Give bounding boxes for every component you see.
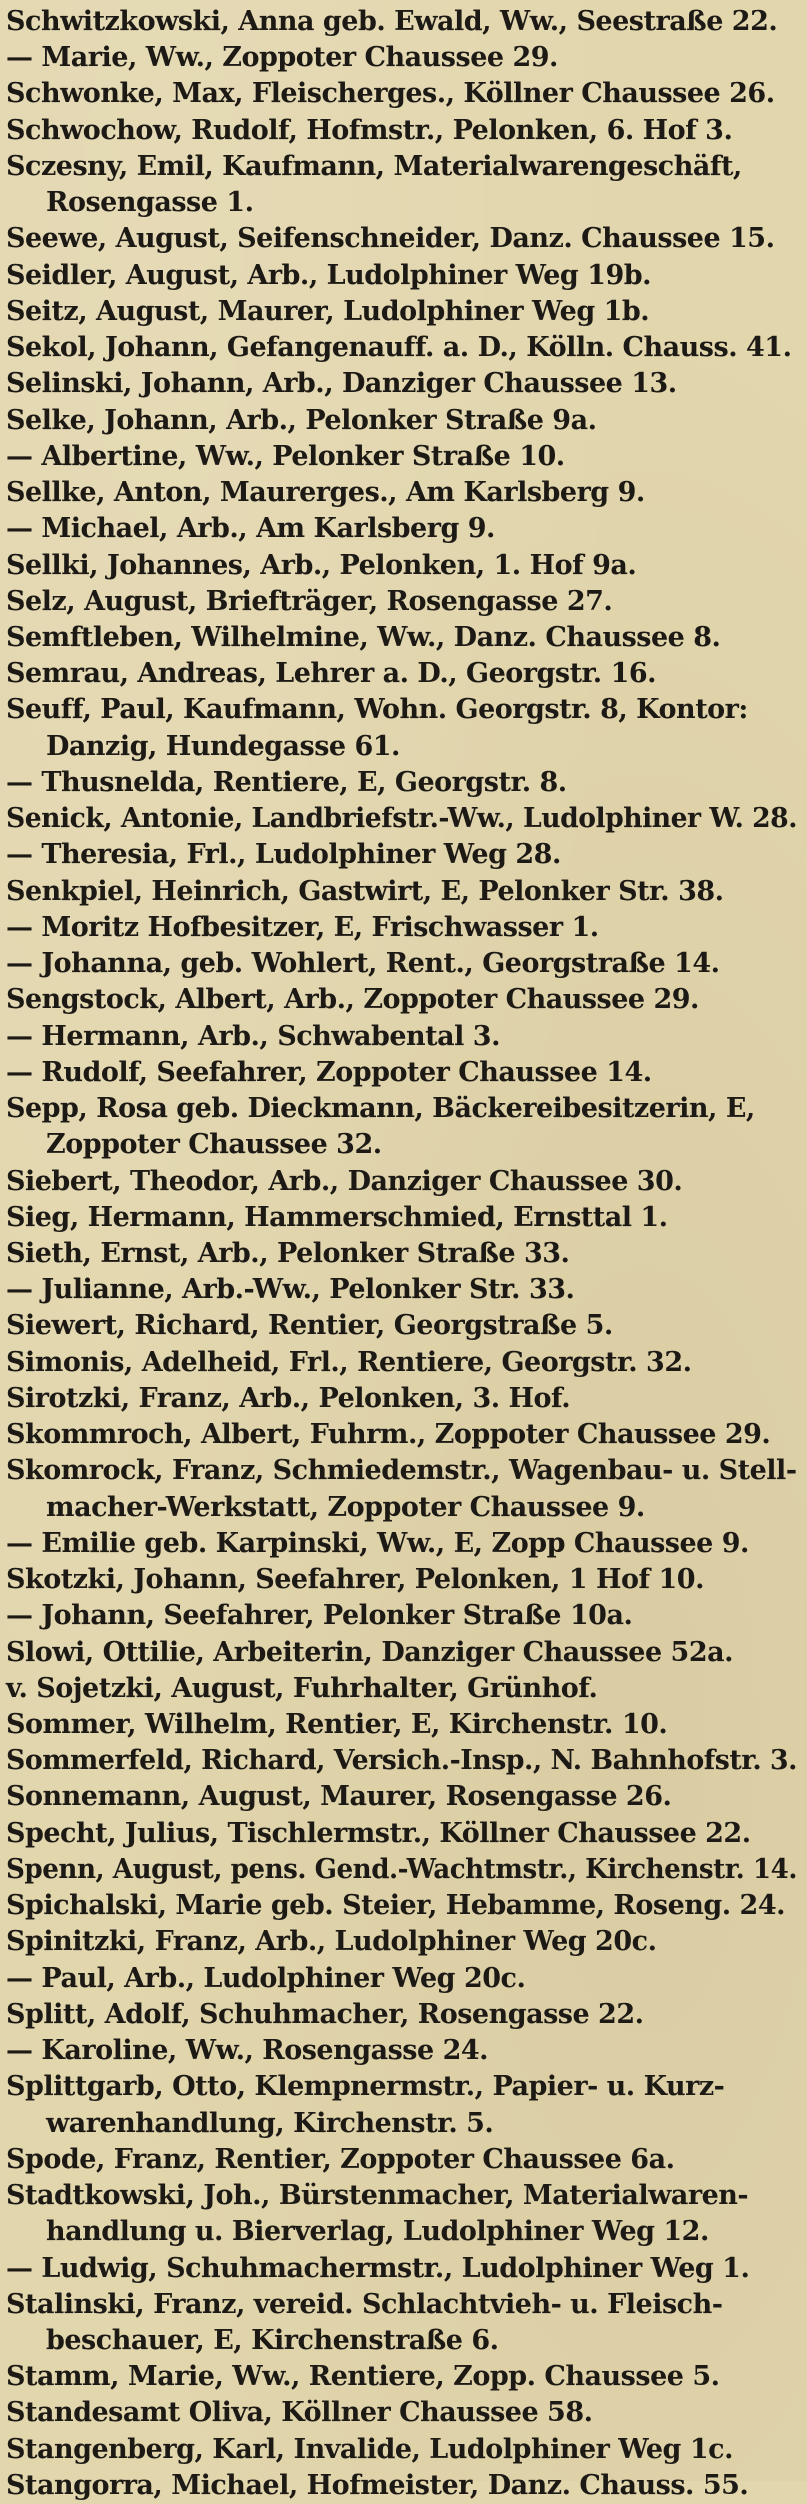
- directory-entry-line: [0, 1779, 807, 1815]
- directory-entry-line: [0, 76, 807, 112]
- entry-text: — Michael, Arb., Am Karlsberg 9.: [6, 513, 495, 545]
- directory-entry-line: [0, 2069, 807, 2105]
- directory-entry-line: [0, 2178, 807, 2214]
- entry-text: Sirotzki, Franz, Arb., Pelonken, 3. Hof.: [6, 1382, 571, 1414]
- directory-entry-line: [0, 294, 807, 330]
- entry-text: Senick, Antonie, Landbriefstr.-Ww., Ludolphiner W. 28.: [6, 803, 797, 835]
- entry-text: Sepp, Rosa geb. Dieckmann, Bäckereibesitzerin, E,: [6, 1093, 755, 1125]
- entry-text: Stangorra, Michael, Hofmeister, Danz. Chauss. 55.: [6, 2469, 749, 2501]
- entry-text: Spenn, August, pens. Gend.-Wachtmstr., Kirchenstr. 14.: [6, 1853, 797, 1885]
- entry-text: Spode, Franz, Rentier, Zoppoter Chaussee 6a.: [6, 2143, 675, 2175]
- entry-text: Splittgarb, Otto, Klempnermstr., Papier- u. Kurz-: [6, 2071, 725, 2103]
- entry-text: Danzig, Hundegasse 61.: [46, 730, 400, 762]
- entry-text: — Albertine, Ww., Pelonker Straße 10.: [6, 440, 565, 472]
- directory-entry-line: [0, 1816, 807, 1852]
- entry-text: Senkpiel, Heinrich, Gastwirt, E, Pelonker Str. 38.: [6, 875, 724, 907]
- directory-entry-line: [0, 1417, 807, 1453]
- entry-text: Stangenberg, Karl, Invalide, Ludolphiner Weg 1c.: [6, 2433, 733, 2465]
- entry-text: — Johann, Seefahrer, Pelonker Straße 10a.: [6, 1600, 633, 1632]
- entry-text: — Johanna, geb. Wohlert, Rent., Georgstraße 14.: [6, 948, 720, 980]
- directory-entry-line: [0, 1236, 807, 1272]
- directory-entry-line: [0, 692, 807, 728]
- directory-entry-line: [0, 1164, 807, 1200]
- entry-text: — Theresia, Frl., Ludolphiner Weg 28.: [6, 839, 561, 871]
- entry-text: Splitt, Adolf, Schuhmacher, Rosengasse 22.: [6, 1998, 644, 2030]
- entry-text: Specht, Julius, Tischlermstr., Köllner Chaussee 22.: [6, 1817, 751, 1849]
- directory-entry-line: [0, 548, 807, 584]
- entry-text: Skotzki, Johann, Seefahrer, Pelonken, 1 Hof 10.: [6, 1564, 704, 1596]
- entry-text: Sonnemann, August, Maurer, Rosengasse 26.: [6, 1781, 672, 1813]
- directory-entry-line: [0, 620, 807, 656]
- entry-text: — Karoline, Ww., Rosengasse 24.: [6, 2035, 489, 2067]
- entry-continuation-line: [0, 185, 807, 221]
- directory-entry-line: [0, 1091, 807, 1127]
- directory-entry-line: [0, 1055, 807, 1091]
- entry-text: Selke, Johann, Arb., Pelonker Straße 9a.: [6, 404, 597, 436]
- directory-entry-line: [0, 366, 807, 402]
- entry-text: Sommer, Wilhelm, Rentier, E, Kirchenstr. 10.: [6, 1709, 668, 1741]
- directory-entry-line: [0, 584, 807, 620]
- entry-text: Sellki, Johannes, Arb., Pelonken, 1. Hof 9a.: [6, 549, 637, 581]
- directory-entry-line: [0, 2395, 807, 2431]
- entry-text: — Thusnelda, Rentiere, E, Georgstr. 8.: [6, 766, 567, 798]
- entry-text: — Moritz Hofbesitzer, E, Frischwasser 1.: [6, 911, 599, 943]
- directory-entry-line: [0, 511, 807, 547]
- directory-entry-line: [0, 2142, 807, 2178]
- entry-text: Selz, August, Briefträger, Rosengasse 27.: [6, 585, 613, 617]
- entry-continuation-line: [0, 2323, 807, 2359]
- entry-continuation-line: [0, 1127, 807, 1163]
- directory-entry-line: [0, 1635, 807, 1671]
- directory-entry-line: [0, 1671, 807, 1707]
- entry-text: Semrau, Andreas, Lehrer a. D., Georgstr. 16.: [6, 658, 657, 690]
- directory-entry-line: [0, 475, 807, 511]
- entry-text: — Emilie geb. Karpinski, Ww., E, Zopp Chaussee 9.: [6, 1527, 749, 1559]
- directory-entry-line: [0, 221, 807, 257]
- entry-text: Selinski, Johann, Arb., Danziger Chaussee 13.: [6, 368, 677, 400]
- directory-entry-line: [0, 439, 807, 475]
- entry-text: Semftleben, Wilhelmine, Ww., Danz. Chaussee 8.: [6, 621, 721, 653]
- entry-text: Seitz, August, Maurer, Ludolphiner Weg 1b.: [6, 295, 650, 327]
- directory-entries: [0, 4, 807, 2504]
- directory-entry-line: [0, 2432, 807, 2468]
- directory-entry-line: [0, 1526, 807, 1562]
- directory-entry-line: [0, 1707, 807, 1743]
- directory-entry-line: [0, 4, 807, 40]
- directory-entry-line: [0, 1272, 807, 1308]
- directory-entry-line: [0, 1888, 807, 1924]
- directory-entry-line: [0, 656, 807, 692]
- entry-text: Seewe, August, Seifenschneider, Danz. Chaussee 15.: [6, 223, 775, 255]
- entry-text: Sieg, Hermann, Hammerschmied, Ernsttal 1.: [6, 1201, 668, 1233]
- directory-entry-line: [0, 40, 807, 76]
- entry-text: Stalinski, Franz, vereid. Schlachtvieh- u. Fleisch-: [6, 2288, 723, 2320]
- directory-entry-line: [0, 2468, 807, 2504]
- entry-text: — Hermann, Arb., Schwabental 3.: [6, 1020, 500, 1052]
- entry-text: handlung u. Bierverlag, Ludolphiner Weg 12.: [46, 2216, 709, 2248]
- entry-continuation-line: [0, 2214, 807, 2250]
- entry-text: v. Sojetzki, August, Fuhrhalter, Grünhof.: [6, 1672, 598, 1704]
- entry-text: Schwochow, Rudolf, Hofmstr., Pelonken, 6. Hof 3.: [6, 114, 733, 146]
- entry-text: Stamm, Marie, Ww., Rentiere, Zopp. Chaussee 5.: [6, 2361, 720, 2393]
- entry-text: Seuff, Paul, Kaufmann, Wohn. Georgstr. 8, Kontor:: [6, 694, 748, 726]
- entry-text: Sellke, Anton, Maurerges., Am Karlsberg 9.: [6, 477, 645, 509]
- entry-text: — Julianne, Arb.-Ww., Pelonker Str. 33.: [6, 1274, 575, 1306]
- directory-entry-line: [0, 837, 807, 873]
- entry-text: Standesamt Oliva, Köllner Chaussee 58.: [6, 2397, 593, 2429]
- entry-text: Schwitzkowski, Anna geb. Ewald, Ww., Seestraße 22.: [6, 6, 778, 37]
- entry-text: — Marie, Ww., Zoppoter Chaussee 29.: [6, 42, 558, 74]
- entry-text: Stadtkowski, Joh., Bürstenmacher, Materialwaren-: [6, 2180, 749, 2212]
- directory-entry-line: [0, 1019, 807, 1055]
- directory-entry-line: [0, 1453, 807, 1489]
- directory-entry-line: [0, 1852, 807, 1888]
- directory-entry-line: [0, 874, 807, 910]
- directory-entry-line: [0, 1598, 807, 1634]
- entry-text: — Ludwig, Schuhmachermstr., Ludolphiner Weg 1.: [6, 2252, 750, 2284]
- directory-entry-line: [0, 1345, 807, 1381]
- entry-text: Sieth, Ernst, Arb., Pelonker Straße 33.: [6, 1237, 570, 1269]
- entry-continuation-line: [0, 729, 807, 765]
- entry-continuation-line: [0, 1490, 807, 1526]
- directory-entry-line: [0, 330, 807, 366]
- entry-text: Skommroch, Albert, Fuhrm., Zoppoter Chaussee 29.: [6, 1419, 771, 1451]
- entry-text: Sczesny, Emil, Kaufmann, Materialwarengeschäft,: [6, 150, 742, 182]
- directory-entry-line: [0, 2251, 807, 2287]
- entry-text: Rosengasse 1.: [46, 187, 254, 219]
- directory-entry-line: [0, 2287, 807, 2323]
- entry-text: Siebert, Theodor, Arb., Danziger Chaussee 30.: [6, 1165, 683, 1197]
- directory-entry-line: [0, 149, 807, 185]
- directory-entry-line: [0, 2033, 807, 2069]
- directory-entry-line: [0, 1562, 807, 1598]
- entry-text: — Rudolf, Seefahrer, Zoppoter Chaussee 14.: [6, 1056, 652, 1088]
- directory-entry-line: [0, 1997, 807, 2033]
- directory-entry-line: [0, 1381, 807, 1417]
- entry-text: Sekol, Johann, Gefangenauff. a. D., Kölln. Chauss. 41.: [6, 332, 792, 364]
- entry-text: — Paul, Arb., Ludolphiner Weg 20c.: [6, 1962, 526, 1994]
- directory-entry-line: [0, 1961, 807, 1997]
- entry-text: warenhandlung, Kirchenstr. 5.: [46, 2107, 494, 2139]
- directory-entry-line: [0, 2359, 807, 2395]
- entry-text: beschauer, E, Kirchenstraße 6.: [46, 2325, 499, 2356]
- directory-entry-line: [0, 1924, 807, 1960]
- entry-text: macher-Werkstatt, Zoppoter Chaussee 9.: [46, 1491, 645, 1523]
- directory-entry-line: [0, 403, 807, 439]
- entry-text: Sengstock, Albert, Arb., Zoppoter Chaussee 29.: [6, 984, 699, 1016]
- entry-text: Zoppoter Chaussee 32.: [46, 1129, 382, 1161]
- entry-text: Simonis, Adelheid, Frl., Rentiere, Georgstr. 32.: [6, 1346, 692, 1378]
- entry-text: Slowi, Ottilie, Arbeiterin, Danziger Chaussee 52a.: [6, 1636, 734, 1668]
- directory-entry-line: [0, 982, 807, 1018]
- directory-entry-line: [0, 910, 807, 946]
- directory-entry-line: [0, 801, 807, 837]
- entry-text: Skomrock, Franz, Schmiedemstr., Wagenbau- u. Stell-: [6, 1455, 797, 1487]
- entry-text: Seidler, August, Arb., Ludolphiner Weg 19b.: [6, 259, 652, 291]
- directory-entry-line: [0, 1200, 807, 1236]
- entry-text: Spichalski, Marie geb. Steier, Hebamme, Roseng. 24.: [6, 1890, 786, 1922]
- directory-entry-line: [0, 113, 807, 149]
- directory-entry-line: [0, 946, 807, 982]
- directory-entry-line: [0, 1743, 807, 1779]
- entry-text: Sommerfeld, Richard, Versich.-Insp., N. Bahnhofstr. 3.: [6, 1745, 797, 1777]
- entry-text: Spinitzki, Franz, Arb., Ludolphiner Weg 20c.: [6, 1926, 657, 1958]
- entry-text: Schwonke, Max, Fleischerges., Köllner Chaussee 26.: [6, 78, 775, 110]
- entry-text: Siewert, Richard, Rentier, Georgstraße 5.: [6, 1310, 613, 1342]
- directory-entry-line: [0, 258, 807, 294]
- entry-continuation-line: [0, 2106, 807, 2142]
- directory-entry-line: [0, 765, 807, 801]
- directory-entry-line: [0, 1308, 807, 1344]
